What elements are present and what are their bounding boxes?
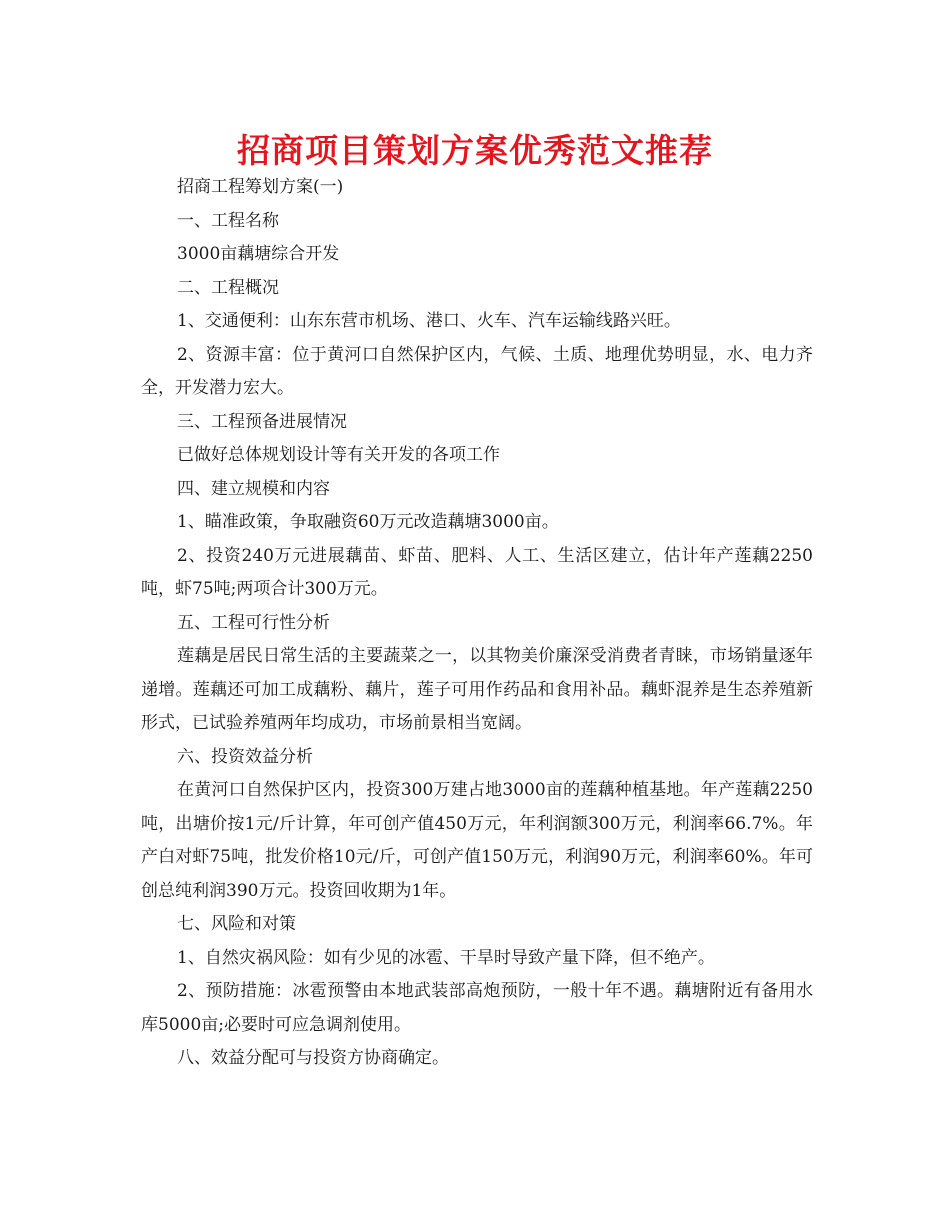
paragraph: 3000亩藕塘综合开发 [177,244,340,264]
paragraph: 2、资源丰富：位于黄河口自然保护区内，气候、土质、地理优势明显，水、电力齐全，开发潜力宏大。 [141,344,813,398]
section-heading: 三、工程预备进展情况 [177,411,347,432]
paragraph: 八、效益分配可与投资方协商确定。 [177,1048,449,1068]
paragraph: 2、投资240万元进展藕苗、虾苗、肥料、人工、生活区建立，估计年产莲藕2250吨，虾75吨;两项合计300万元。 [141,545,813,599]
section-heading: 一、工程名称 [177,210,279,231]
paragraph: 1、自然灾祸风险：如有少见的冰雹、干旱时导致产量下降，但不绝产。 [177,947,715,968]
paragraph: 1、瞄准政策，争取融资60万元改造藕塘3000亩。 [177,512,559,532]
section-heading: 招商工程筹划方案(一) [177,177,344,197]
section-heading: 五、工程可行性分析 [177,612,330,633]
paragraph: 莲藕是居民日常生活的主要蔬菜之一，以其物美价廉深受消费者青睐，市场销量逐年递增。莲藕还可加工成藕粉、藕片，莲子可用作药品和食用补品。藕虾混养是生态养殖新形式，已试验养殖两年均成功，市场前景相当宽阔。 [141,646,813,733]
paragraph: 2、预防措施：冰雹预警由本地武装部高炮预防，一般十年不遇。藕塘附近有备用水库5000亩;必要时可应急调剂使用。 [141,981,813,1035]
paragraph: 已做好总体规划设计等有关开发的各项工作 [177,445,500,465]
section-heading: 四、建立规模和内容 [177,478,330,499]
document-title: 招商项目策划方案优秀范文推荐 [237,131,713,170]
section-heading: 七、风险和对策 [177,914,296,934]
document-body [141,171,813,1076]
section-heading: 六、投资效益分析 [177,746,313,767]
paragraph: 1、交通便利：山东东营市机场、港口、火车、汽车运输线路兴旺。 [177,311,681,331]
paragraph: 在黄河口自然保护区内，投资300万建占地3000亩的莲藕种植基地。年产莲藕2250吨，出塘价按1元/斤计算，年可创产值450万元，年利润额300万元，利润率66.7%。年产白对虾75吨，批发价格10元/斤，可创产值150万元，利润90万元，利润率60%。年可创总纯利润390万元。投资回收期为1年。 [141,780,813,901]
section-heading: 二、工程概况 [177,277,279,298]
